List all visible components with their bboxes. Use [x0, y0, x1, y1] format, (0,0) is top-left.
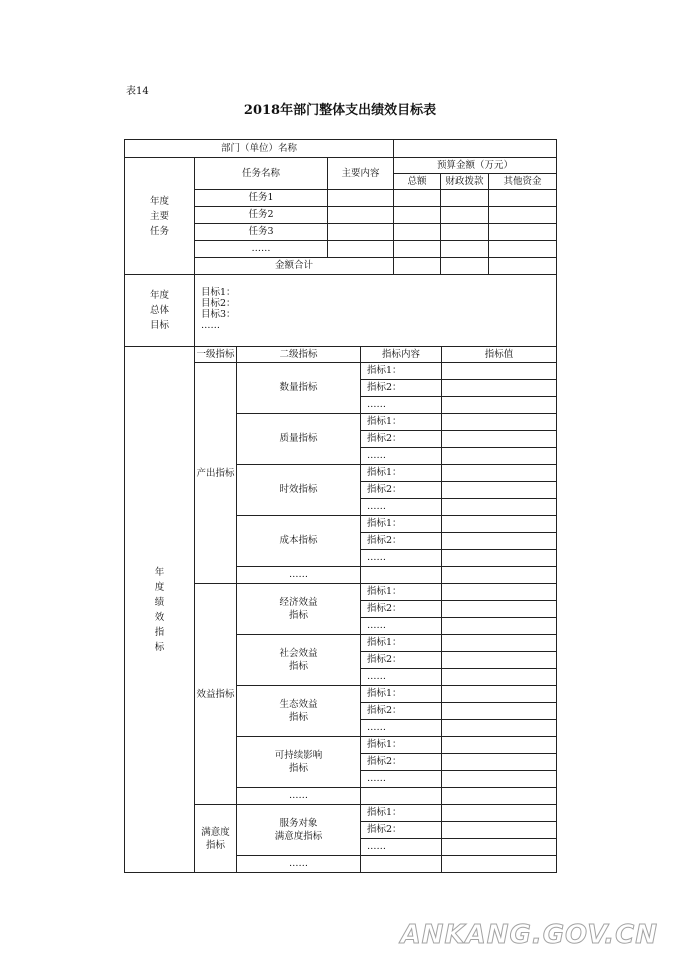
indicator-1-cell: 指标1：: [361, 686, 442, 703]
indicator-more-cell: ……: [361, 839, 442, 856]
indicator-2-cell: 指标2：: [361, 482, 442, 499]
indicator-1-cell: 指标1：: [361, 363, 442, 380]
timeliness-indicator: 时效指标: [237, 465, 361, 516]
indicator-2-cell: 指标2：: [361, 380, 442, 397]
indicator-more-cell: ……: [361, 720, 442, 737]
budget-header: 预算金额（万元）: [394, 158, 557, 174]
indicator-2-cell: 指标2：: [361, 703, 442, 720]
table-number-label: 表14: [126, 86, 149, 97]
social-benefit-indicator: 社会效益 指标: [237, 635, 361, 686]
indicator-1-cell: 指标1：: [361, 737, 442, 754]
indicator-more-cell: ……: [361, 448, 442, 465]
total-header: 总额: [394, 174, 441, 190]
indicator-2-cell: 指标2：: [361, 754, 442, 771]
indicator-1-cell: 指标1：: [361, 414, 442, 431]
indicator-more-cell: ……: [361, 669, 442, 686]
task-row-name: 任务2: [195, 207, 328, 224]
task-row-name: ……: [195, 241, 328, 258]
overall-goals-text: 目标1： 目标2： 目标3： ……: [195, 275, 557, 347]
level1-header: 一级指标: [195, 347, 237, 363]
sustainable-impact-indicator: 可持续影响 指标: [237, 737, 361, 788]
indicator-more-cell: ……: [361, 397, 442, 414]
indicator-2-cell: 指标2：: [361, 822, 442, 839]
level2-header: 二级指标: [237, 347, 361, 363]
quantity-indicator: 数量指标: [237, 363, 361, 414]
document-title: 2018年部门整体支出绩效目标表: [243, 103, 437, 118]
indicator-1-cell: 指标1：: [361, 584, 442, 601]
indicator-1-cell: 指标1：: [361, 516, 442, 533]
dept-name-label: 部门（单位）名称: [125, 140, 394, 158]
fiscal-header: 财政拨款: [441, 174, 489, 190]
indicators-table: [124, 346, 557, 873]
indicator-more-cell: ……: [361, 771, 442, 788]
task-name-header: 任务名称: [195, 158, 328, 190]
annual-tasks-label: 年度 主要 任务: [125, 158, 195, 275]
tasks-table: [124, 139, 557, 275]
task-row-name: 任务3: [195, 224, 328, 241]
value-header: 指标值: [442, 347, 557, 363]
output-more-cell: ……: [237, 567, 361, 584]
content-header: 指标内容: [361, 347, 442, 363]
indicator-more-cell: ……: [361, 499, 442, 516]
benefit-more-cell: ……: [237, 788, 361, 805]
dept-name-value: [394, 140, 557, 158]
indicator-more-cell: ……: [361, 550, 442, 567]
indicator-1-cell: 指标1：: [361, 635, 442, 652]
service-satisfaction-indicator: 服务对象 满意度指标: [237, 805, 361, 856]
cost-indicator: 成本指标: [237, 516, 361, 567]
quality-indicator: 质量指标: [237, 414, 361, 465]
overall-goals-label: 年度 总体 目标: [125, 275, 195, 347]
benefit-indicators-label: 效益指标: [195, 584, 237, 805]
indicator-2-cell: 指标2：: [361, 652, 442, 669]
economic-benefit-indicator: 经济效益 指标: [237, 584, 361, 635]
ecological-benefit-indicator: 生态效益 指标: [237, 686, 361, 737]
indicator-more-cell: ……: [361, 618, 442, 635]
amount-total-label: 金额合计: [195, 258, 394, 275]
satisfaction-more-cell: ……: [237, 856, 361, 873]
indicator-2-cell: 指标2：: [361, 601, 442, 618]
output-indicators-label: 产出指标: [195, 363, 237, 584]
main-content-header: 主要内容: [328, 158, 394, 190]
indicator-1-cell: 指标1：: [361, 465, 442, 482]
task-row-name: 任务1: [195, 190, 328, 207]
other-funds-header: 其他资金: [489, 174, 557, 190]
goals-table: [124, 274, 557, 347]
satisfaction-indicators-label: 满意度 指标: [195, 805, 237, 873]
indicator-1-cell: 指标1：: [361, 805, 442, 822]
site-watermark: ANKANG.GOV.CN: [400, 920, 658, 950]
performance-indicators-label: 年 度 绩 效 指 标: [125, 347, 195, 873]
indicator-2-cell: 指标2：: [361, 431, 442, 448]
indicator-2-cell: 指标2：: [361, 533, 442, 550]
